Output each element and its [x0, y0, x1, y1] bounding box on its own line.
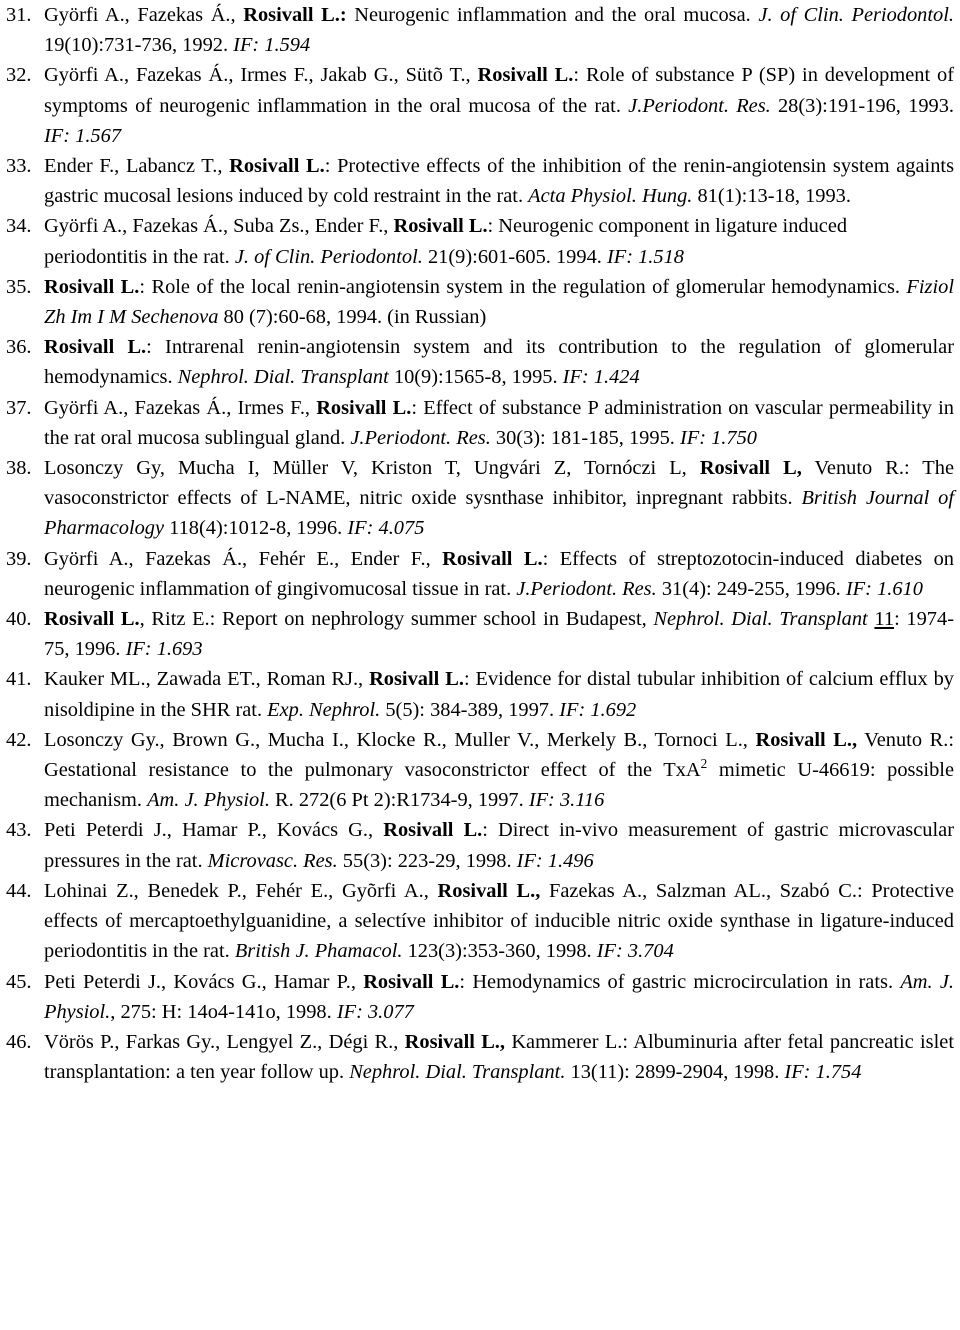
reference-text — [44, 332, 954, 392]
author-highlight: Rosivall L. — [383, 819, 483, 842]
reference-segment: Peti Peterdi J., Kovács G., Hamar P., — [44, 970, 364, 993]
reference-item — [6, 604, 954, 664]
author-highlight: Rosivall L. — [316, 396, 412, 419]
reference-text — [44, 604, 954, 664]
reference-segment: R. 272(6 Pt 2):R1734-9, 1997. — [269, 789, 529, 812]
author-highlight: Rosivall L, — [699, 457, 802, 480]
author-highlight: Rosivall L. — [393, 215, 488, 238]
journal-citation: IF: 1.594 — [233, 34, 311, 57]
reference-segment: : Effects of streptozotocin-induced diabetes on neurogenic inflammation of gingivomucosal tissue in rat. — [44, 547, 955, 600]
author-highlight: Rosivall L., — [404, 1030, 506, 1053]
reference-text — [44, 725, 954, 816]
reference-segment: 81(1):13-18, 1993. — [692, 185, 851, 208]
journal-citation: Am. J. Physiol. — [44, 970, 954, 1023]
reference-segment: Neurogenic inflammation and the oral mucosa. — [346, 4, 759, 26]
reference-number: 31. — [6, 4, 32, 26]
reference-text — [44, 151, 954, 211]
reference-text — [44, 815, 954, 875]
reference-text — [44, 967, 954, 1027]
reference-segment: , 275: H: 14o4-141o, 1998. — [110, 1000, 337, 1023]
journal-citation: IF: 3.077 — [336, 1000, 414, 1023]
reference-segment: 19(10):731-736, 1992. — [44, 34, 234, 57]
journal-citation: Nephrol. Dial. Transplant. — [349, 1061, 566, 1084]
reference-segment: Losonczy Gy., Brown G., Mucha I., Klocke R., Muller V., Merkely B., Tornoci L., — [44, 728, 756, 751]
reference-item — [6, 151, 954, 211]
journal-citation: IF: 3.116 — [528, 789, 605, 812]
author-highlight: Rosivall L. — [442, 547, 543, 570]
reference-segment: 55(3): 223-29, 1998. — [337, 849, 517, 872]
reference-item — [6, 0, 954, 60]
reference-segment: : Hemodynamics of gastric microcirculation in rats. — [459, 970, 901, 993]
journal-citation: J. of Clin. Periodontol. — [758, 4, 955, 26]
journal-citation: IF: 1.610 — [845, 577, 923, 600]
author-highlight: Rosivall L., — [755, 728, 858, 751]
reference-item — [6, 60, 954, 151]
reference-segment: : Neurogenic component in ligature induced periodontitis in the rat. — [44, 215, 848, 268]
reference-segment: mimetic U-46619: possible mechanism. — [44, 759, 954, 812]
reference-text — [44, 272, 954, 332]
reference-segment: 123(3):353-360, 1998. — [402, 940, 597, 963]
reference-text — [44, 0, 954, 60]
reference-segment: 21(9):601-605. 1994. — [422, 245, 607, 268]
reference-item — [6, 1027, 954, 1087]
reference-number: 43. — [6, 819, 32, 842]
reference-segment: : 1974-75, 1996. — [44, 608, 954, 661]
reference-segment: 30(3): 181-185, 1995. — [490, 426, 680, 449]
journal-citation: IF: 3.704 — [596, 940, 674, 963]
reference-segment: Kauker ML., Zawada ET., Roman RJ., — [44, 668, 370, 691]
author-highlight: Rosivall L.: — [243, 4, 347, 26]
journal-citation: J.Periodont. Res. — [350, 426, 491, 449]
reference-item — [6, 453, 954, 544]
reference-segment: 31(4): 249-255, 1996. — [656, 577, 846, 600]
reference-segment: Györfi A., Fazekas Á., Irmes F., — [44, 396, 317, 419]
reference-segment: : Effect of substance P administration on vascular permeability in the rat oral mucosa sublingual gland. — [44, 396, 954, 449]
author-highlight: Rosivall L., — [437, 879, 541, 902]
journal-citation: Am. J. Physiol. — [147, 789, 270, 812]
reference-text — [44, 453, 954, 544]
reference-segment: : Intrarenal renin-angiotensin system and its contribution to the regulation of glomerular hemodynamics. — [44, 336, 954, 389]
reference-item — [6, 967, 954, 1027]
journal-citation: IF: 1.496 — [516, 849, 594, 872]
reference-number: 34. — [6, 215, 32, 238]
reference-text — [44, 876, 954, 967]
reference-segment: : Protective effects of the inhibition of the renin-angiotensin system againts gastric mucosal lesions induced by cold restraint in the rat. — [44, 155, 955, 208]
journal-citation: IF: 1.693 — [125, 638, 203, 661]
volume-underline: 11 — [874, 608, 895, 631]
reference-text — [44, 211, 954, 271]
author-highlight: Rosivall L. — [369, 668, 464, 691]
reference-segment: Lohinai Z., Benedek P., Fehér E., Gyõrfi A., — [44, 879, 438, 902]
reference-text — [44, 664, 954, 724]
journal-citation: Acta Physiol. Hung. — [528, 185, 693, 208]
reference-item — [6, 815, 954, 875]
reference-number: 38. — [6, 457, 32, 480]
reference-number: 35. — [6, 275, 32, 298]
journal-citation: J. of Clin. Periodontol. — [234, 245, 423, 268]
reference-number: 41. — [6, 668, 32, 691]
author-highlight: Rosivall L. — [477, 64, 574, 87]
reference-number: 37. — [6, 396, 32, 419]
reference-segment: Györfi A., Fazekas Á., Fehér E., Ender F., — [44, 547, 443, 570]
reference-segment: Kammerer L.: Albuminuria after fetal pancreatic islet transplantation: a ten year follow up. — [44, 1030, 954, 1084]
journal-citation: IF: 1.567 — [44, 124, 122, 147]
reference-text — [44, 544, 954, 604]
reference-segment: 13(11): 2899-2904, 1998. — [565, 1061, 785, 1084]
reference-segment: : Role of substance P (SP) in development of symptoms of neurogenic inflammation in the oral mucosa of the rat. — [44, 64, 954, 117]
reference-segment: Györfi A., Fazekas Á., Irmes F., Jakab G., Sütõ T., — [44, 64, 478, 87]
journal-citation: British J. Phamacol. — [234, 940, 403, 963]
reference-segment: Venuto R.: The vasoconstrictor effects of L-NAME, nitric oxide sysnthase inhibitor, inpregnant rabbits. — [44, 457, 954, 510]
reference-item — [6, 544, 954, 604]
reference-segment: Györfi A., Fazekas Á., Suba Zs., Ender F., — [44, 215, 394, 238]
reference-number: 44. — [6, 879, 32, 902]
author-highlight: Rosivall L. — [229, 155, 325, 178]
reference-segment: : Evidence for distal tubular inhibition of calcium efflux by nisoldipine in the SHR rat. — [44, 668, 954, 721]
journal-citation: Nephrol. Dial. Transplant — [653, 608, 868, 631]
reference-number: 32. — [6, 64, 32, 87]
journal-citation: IF: 1.424 — [562, 366, 640, 389]
reference-number: 36. — [6, 336, 32, 359]
journal-citation: Microvasc. Res. — [207, 849, 338, 872]
reference-item — [6, 664, 954, 724]
journal-citation: J.Periodont. Res. — [516, 577, 657, 600]
author-highlight: Rosivall L. — [44, 608, 140, 631]
reference-number: 45. — [6, 970, 32, 993]
reference-segment: 80 (7):60-68, 1994. (in Russian) — [218, 306, 487, 329]
journal-citation: Nephrol. Dial. Transplant — [177, 366, 389, 389]
journal-citation: IF: 1.754 — [784, 1061, 862, 1084]
journal-citation: IF: 1.518 — [606, 245, 684, 268]
journal-citation: J.Periodont. Res. — [628, 94, 771, 117]
reference-text — [44, 393, 954, 453]
journal-citation: IF: 4.075 — [347, 517, 425, 540]
journal-citation: British Journal of Pharmacology — [44, 487, 954, 540]
journal-citation: Fiziol Zh Im I M Sechenova — [44, 275, 954, 329]
reference-segment: Losonczy Gy, Mucha I, Müller V, Kriston T, Ungvári Z, Tornóczi L, — [44, 457, 700, 480]
reference-number: 42. — [6, 728, 32, 751]
reference-item — [6, 393, 954, 453]
reference-item — [6, 211, 954, 271]
reference-segment: 5(5): 384-389, 1997. — [380, 698, 560, 721]
reference-segment: Peti Peterdi J., Hamar P., Kovács G., — [44, 819, 384, 842]
reference-number: 39. — [6, 547, 32, 570]
author-highlight: Rosivall L. — [363, 970, 460, 993]
reference-segment: : Direct in-vivo measurement of gastric microvascular pressures in the rat. — [44, 819, 954, 872]
reference-segment: Vörös P., Farkas Gy., Lengyel Z., Dégi R., — [44, 1030, 405, 1053]
reference-text — [44, 1027, 954, 1087]
journal-citation: IF: 1.750 — [679, 426, 757, 449]
reference-segment: Venuto R.: Gestational resistance to the pulmonary vasoconstrictor effect of the TxA — [44, 728, 954, 782]
reference-segment: 28(3):191-196, 1993. — [770, 94, 954, 117]
reference-item — [6, 332, 954, 392]
reference-segment: Ender F., Labancz T., — [44, 155, 230, 178]
reference-number: 40. — [6, 608, 32, 631]
reference-number: 46. — [6, 1030, 32, 1053]
reference-item — [6, 725, 954, 816]
reference-segment: 10(9):1565-8, 1995. — [388, 366, 563, 389]
reference-item — [6, 876, 954, 967]
reference-segment: 118(4):1012-8, 1996. — [164, 517, 348, 540]
journal-citation: Exp. Nephrol. — [267, 698, 381, 721]
reference-list — [6, 0, 954, 1087]
reference-segment: Györfi A., Fazekas Á., — [44, 4, 244, 26]
reference-segment: , Ritz E.: Report on nephrology summer school in Budapest, — [139, 608, 654, 631]
reference-item — [6, 272, 954, 332]
reference-segment: : Role of the local renin-angiotensin system in the regulation of glomerular hemodynamics. — [139, 275, 907, 298]
reference-segment: Fazekas A., Salzman AL., Szabó C.: Protective effects of mercaptoethylguanidine, a selectíve inhibitor of inducible nitric oxide synthase in ligature-induced periodontitis in the rat. — [44, 879, 955, 963]
superscript: 2 — [700, 756, 708, 772]
author-highlight: Rosivall L. — [44, 275, 140, 298]
journal-citation: IF: 1.692 — [559, 698, 637, 721]
author-highlight: Rosivall L. — [44, 336, 147, 359]
reference-number: 33. — [6, 155, 32, 178]
reference-text — [44, 60, 954, 151]
